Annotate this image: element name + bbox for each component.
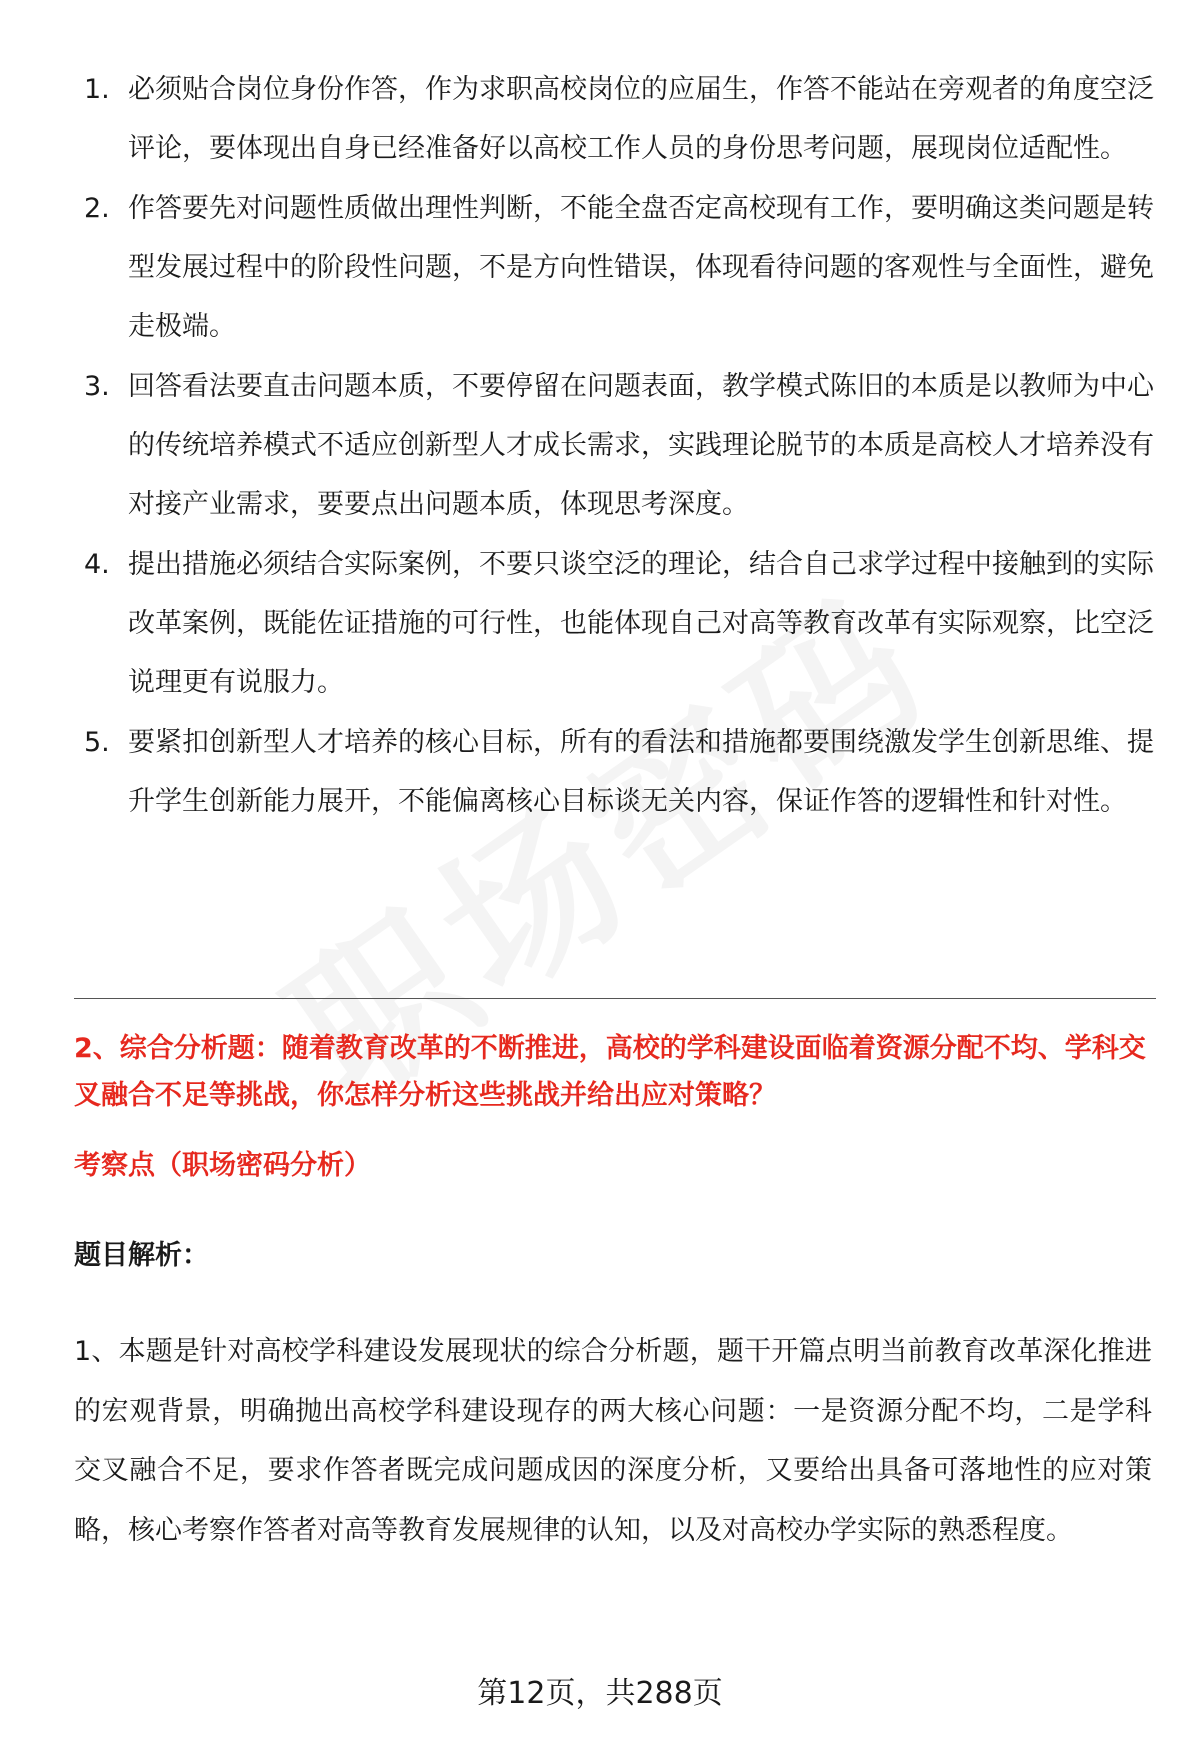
page-number: 第12页，共288页 <box>477 1676 723 1711</box>
list-item-number: 3. <box>84 371 110 402</box>
analysis-paragraph: 1、本题是针对高校学科建设发展现状的综合分析题，题干开篇点明当前教育改革深化推进的宏观背景，明确抛出高校学科建设现存的两大核心问题：一是资源分配不均，二是学科交叉融合不足，要求作答者既完成问题成因的深度分析，又要给出具备可落地性的应对策略，核心考察作答者对高等教育发展规律的认知，以及对高校办学实际的熟悉程度。 <box>74 1336 1152 1546</box>
answer-rules-list <box>74 60 1154 832</box>
list-item-text: 回答看法要直击问题本质，不要停留在问题表面，教学模式陈旧的本质是以教师为中心的传统培养模式不适应创新型人才成长需求，实践理论脱节的本质是高校人才培养没有对接产业需求，要要点出问题本质，体现思考深度。 <box>128 371 1154 520</box>
list-item-text: 作答要先对问题性质做出理性判断，不能全盘否定高校现有工作，要明确这类问题是转型发展过程中的阶段性问题，不是方向性错误，体现看待问题的客观性与全面性，避免走极端。 <box>128 193 1154 342</box>
list-item <box>74 713 1154 831</box>
list-item-text: 必须贴合岗位身份作答，作为求职高校岗位的应届生，作答不能站在旁观者的角度空泛评论，要体现出自身已经准备好以高校工作人员的身份思考问题，展现岗位适配性。 <box>128 74 1154 164</box>
list-item-text: 提出措施必须结合实际案例，不要只谈空泛的理论，结合自己求学过程中接触到的实际改革案例，既能佐证措施的可行性，也能体现自己对高等教育改革有实际观察，比空泛说理更有说服力。 <box>128 549 1154 698</box>
list-item <box>74 357 1154 534</box>
analysis-heading: 题目解析： <box>74 1240 209 1271</box>
list-item-number: 5. <box>84 727 110 758</box>
list-item-number: 1. <box>84 74 110 105</box>
question-heading: 2、综合分析题：随着教育改革的不断推进，高校的学科建设面临着资源分配不均、学科交叉融合不足等挑战，你怎样分析这些挑战并给出应对策略？ <box>74 1033 1146 1111</box>
list-item-number: 2. <box>84 193 110 224</box>
list-item-text: 要紧扣创新型人才培养的核心目标，所有的看法和措施都要围绕激发学生创新思维、提升学生创新能力展开，不能偏离核心目标谈无关内容，保证作答的逻辑性和针对性。 <box>128 727 1154 817</box>
list-item-number: 4. <box>84 549 110 580</box>
list-item <box>74 60 1154 178</box>
exam-point-heading: 考察点（职场密码分析） <box>74 1150 371 1181</box>
section-divider <box>74 998 1156 999</box>
list-item <box>74 535 1154 712</box>
list-item <box>74 179 1154 356</box>
